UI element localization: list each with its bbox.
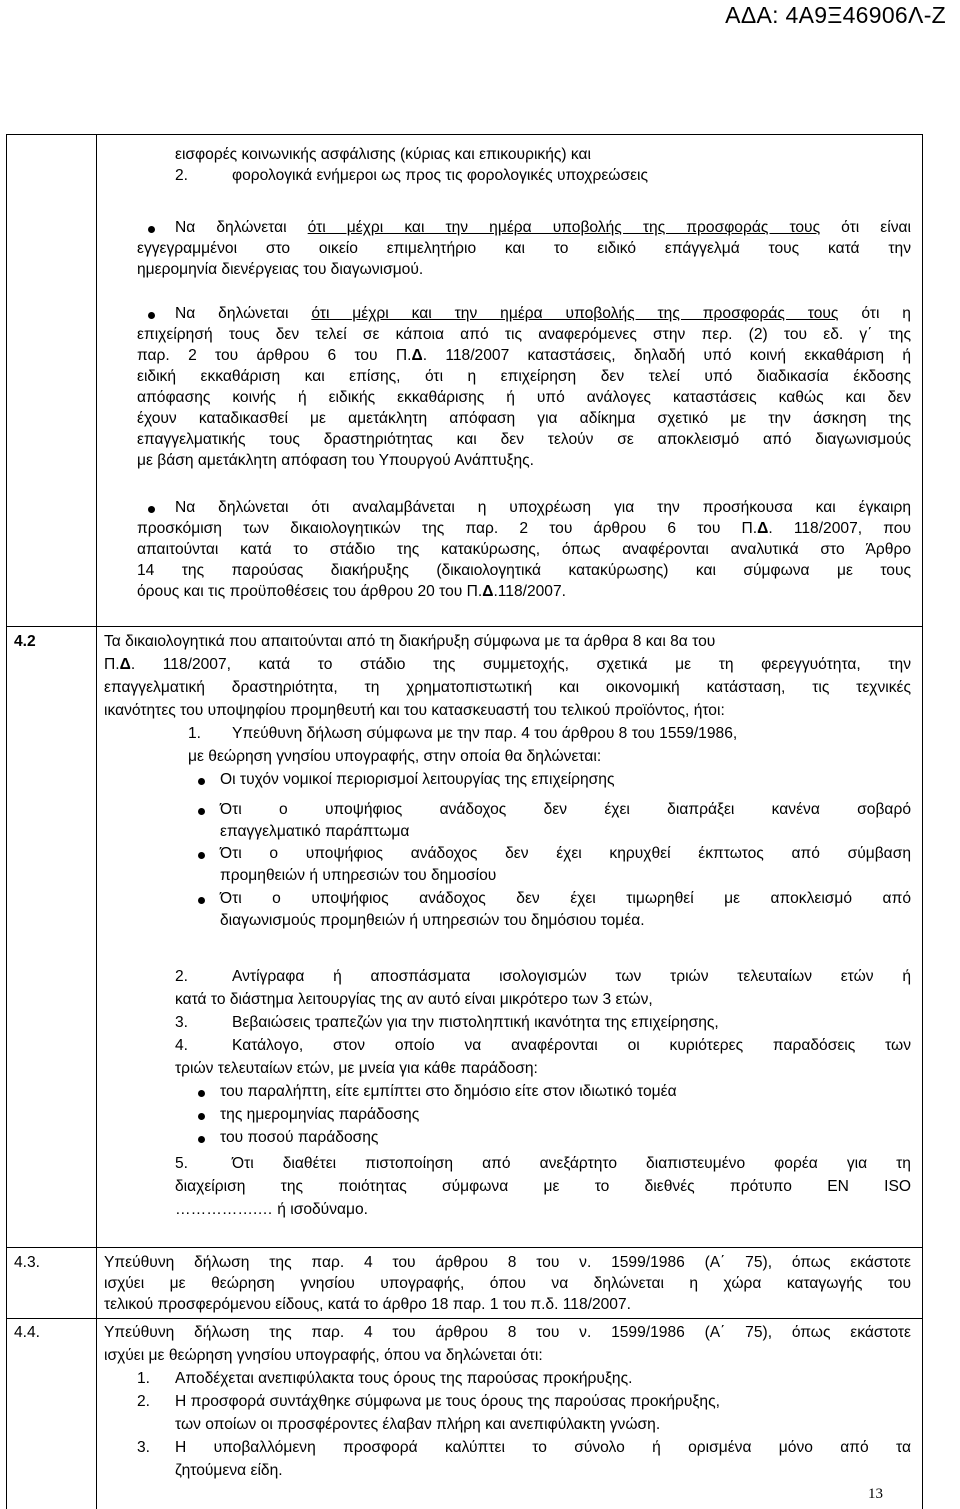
text-line: ειδική εκκαθάριση και επίσης, ότι η επιχείρηση δεν τελεί υπό διαδικασία έκδοσης	[137, 368, 911, 385]
bullet-icon	[148, 226, 155, 233]
text-line	[175, 217, 911, 238]
text-line: Η προσφορά συντάχθηκε σύμφωνα με τους όρους της παρούσας προκήρυξης,	[175, 1393, 720, 1410]
bullet-icon	[198, 1090, 205, 1097]
text-span: . 118/2007, κατά το στάδιο της συμμετοχής, σχετικά με τη φερεγγυότητα, την	[130, 656, 911, 673]
list-number: 3.	[175, 1014, 189, 1031]
text-line: με βάση αμετάκλητη απόφαση του Υπουργού Ανάπτυξης.	[137, 452, 534, 469]
text-line: διαχείριση της ποιότητας σύμφωνα με το διεθνές πρότυπο ΕΝ ISO	[175, 1178, 911, 1195]
text-line	[137, 518, 911, 539]
list-number: 4.	[175, 1037, 189, 1054]
text-line: Να δηλώνεται ότι αναλαμβάνεται η υποχρέωση για την προσήκουσα και έγκαιρη	[175, 499, 911, 516]
bold-text: Δ	[757, 520, 769, 537]
page-number: 13	[868, 1486, 883, 1502]
list-number: 5.	[175, 1155, 189, 1172]
text-line: Οι τυχόν νομικοί περιορισμοί λειτουργίας της επιχείρησης	[220, 771, 615, 788]
text-line: εγγεγραμμένοι στο οικείο επιμελητήριο και το ειδικό επάγγελμά τους κατά την	[137, 240, 911, 257]
text-span: Να δηλώνεται	[175, 219, 308, 236]
text-line: Υπεύθυνη δήλωση σύμφωνα με την παρ. 4 του άρθρου 8 του 1559/1986,	[232, 725, 738, 742]
text-line: Ότι ο υποψήφιος ανάδοχος δεν έχει διαπράξει κανένα σοβαρό	[220, 801, 911, 818]
list-number: 1.	[137, 1370, 151, 1387]
table-right-border	[922, 134, 923, 1509]
list-number: 1.	[188, 725, 202, 742]
bullet-icon	[198, 852, 205, 859]
bullet-icon	[198, 1136, 205, 1143]
text-line	[175, 303, 911, 324]
text-span: ότι είναι	[820, 219, 912, 236]
text-line: απαιτούνται κατά το στάδιο της κατακύρωσης, όπως αναφέρονται αναλυτικά στο Άρθρο	[137, 541, 911, 558]
table-left-border	[6, 134, 7, 1509]
row-divider	[6, 626, 923, 627]
list-number: 3.	[137, 1439, 151, 1456]
text-span: ότι η	[838, 305, 911, 322]
bullet-icon	[148, 506, 155, 513]
bullet-icon	[198, 1113, 205, 1120]
text-line: ημερομηνία διενέργειας του διαγωνισμού.	[137, 261, 424, 278]
text-line: Υπεύθυνη δήλωση της παρ. 4 του άρθρου 8 του ν. 1599/1986 (Α΄ 75), όπως εκάστοτε	[104, 1254, 911, 1271]
text-line: φορολογικά ενήμεροι ως προς τις φορολογικές υποχρεώσεις	[232, 167, 648, 184]
text-line: 14 της παρούσας διακήρυξης (δικαιολογητικά κατακύρωσης) και σύμφωνα με τους	[137, 562, 911, 579]
text-line: Ότι ο υποψήφιος ανάδοχος δεν έχει τιμωρηθεί με αποκλεισμό από	[220, 890, 911, 907]
text-line: ισχύει με θεώρηση γνησίου υπογραφής, όπου να δηλώνεται η χώρα καταγωγής του	[104, 1275, 911, 1292]
text-line: ικανότητες του υποψηφίου προμηθευτή και του κατασκευαστή του τελικού προϊόντος, ήτοι:	[104, 702, 725, 719]
row-divider	[6, 1247, 923, 1248]
text-line: Τα δικαιολογητικά που απαιτούνται από τη διακήρυξη σύμφωνα με τα άρθρα 8 και 8α του	[104, 633, 716, 650]
text-line: των οποίων οι προσφέροντες έλαβαν πλήρη και ανεπιφύλακτη γνώση.	[175, 1416, 661, 1433]
text-line	[137, 581, 566, 602]
list-number: 2.	[175, 968, 189, 985]
underlined-text: ότι μέχρι και την ημέρα υποβολής της προσφοράς τους	[311, 305, 839, 322]
text-line: τριών τελευταίων ετών, με μνεία για κάθε παράδοση:	[175, 1060, 538, 1077]
text-line: επαγγελματικής τους δραστηριότητας και δεν τελούν σε αποκλεισμό από διαγωνισμούς	[137, 431, 911, 448]
text-line: ζητούμενα είδη.	[175, 1462, 283, 1479]
text-line: έχουν καταδικασθεί με αμετάκλητη απόφαση για αδίκημα σχετικό με την άσκηση της	[137, 410, 911, 427]
text-line: τελικού προσφερόμενου είδους, κατά το άρθρο 18 παρ. 1 του π.δ. 118/2007.	[104, 1296, 631, 1313]
text-span: . 118/2007, που	[768, 520, 911, 537]
text-line: της ημερομηνίας παράδοσης	[220, 1106, 420, 1123]
text-line: επαγγελματικό παράπτωμα	[220, 823, 410, 840]
table-top-border	[6, 134, 923, 135]
bullet-icon	[198, 808, 205, 815]
text-line: του παραλήπτη, είτε εμπίπτει στο δημόσιο είτε στον ιδιωτικό τομέα	[220, 1083, 677, 1100]
table-column-divider	[96, 134, 97, 1509]
ada-code: ΑΔΑ: 4Α9Ξ46906Λ-Ζ	[725, 2, 946, 28]
text-line: Αποδέχεται ανεπιφύλακτα τους όρους της παρούσας προκήρυξης.	[175, 1370, 633, 1387]
section-number: 4.4.	[14, 1324, 41, 1341]
text-line: απόφασης κοινής ή ειδικής εκκαθάρισης ή υπό ανάλογες καταστάσεις καθώς και δεν	[137, 389, 911, 406]
row-divider	[6, 1318, 923, 1319]
underlined-text: ότι μέχρι και την ημέρα υποβολής της προσφοράς τους	[307, 219, 821, 236]
section-number: 4.2	[14, 633, 36, 650]
bullet-icon	[198, 897, 205, 904]
text-line: διαγωνισμούς προμηθειών ή υπηρεσιών του δημόσιου τομέα.	[220, 912, 645, 929]
text-line: …………….… ή ισοδύναμο.	[175, 1201, 369, 1218]
text-line: προμηθειών ή υπηρεσιών του δημοσίου	[220, 867, 497, 884]
bold-text: Δ	[119, 656, 131, 673]
bold-text: Δ	[482, 583, 494, 600]
text-line: Η υποβαλλόμενη προσφορά καλύπτει το σύνολο ή ορισμένα μόνο από τα	[175, 1439, 911, 1456]
text-line: κατά το διάστημα λειτουργίας της αν αυτό είναι μικρότερο των 3 ετών,	[175, 991, 653, 1008]
text-line: επαγγελματική δραστηριότητα, τη χρηματοπιστωτική και οικονομική κατάσταση, τις τεχνικές	[104, 679, 911, 696]
text-span: Να δηλώνεται	[175, 305, 312, 322]
text-span: παρ. 2 του άρθρου 6 του Π.	[137, 347, 412, 364]
text-line	[104, 654, 911, 675]
text-span: προσκόμιση των δικαιολογητικών της παρ. 2 του άρθρου 6 του Π.	[137, 520, 758, 537]
text-line: Υπεύθυνη δήλωση της παρ. 4 του άρθρου 8 του ν. 1599/1986 (Α΄ 75), όπως εκάστοτε	[104, 1324, 911, 1341]
text-line: Κατάλογο, στον οποίο να αναφέρονται οι κυριότερες παραδόσεις των	[232, 1037, 911, 1054]
text-line: του ποσού παράδοσης	[220, 1129, 379, 1146]
text-line: Ότι διαθέτει πιστοποίηση από ανεξάρτητο διαπιστευμένο φορέα για τη	[232, 1155, 911, 1172]
text-span: .118/2007.	[493, 583, 566, 600]
text-span: όρους και τις προϋποθέσεις του άρθρου 20 του Π.	[137, 583, 483, 600]
text-line: Αντίγραφα ή αποσπάσματα ισολογισμών των τριών τελευταίων ετών ή	[232, 968, 911, 985]
text-line: Ότι ο υποψήφιος ανάδοχος δεν έχει κηρυχθεί έκπτωτος από σύμβαση	[220, 845, 911, 862]
list-number: 2.	[137, 1393, 151, 1410]
bullet-icon	[198, 778, 205, 785]
text-line: Βεβαιώσεις τραπεζών για την πιστοληπτική ικανότητα της επιχείρησης,	[232, 1014, 719, 1031]
text-line: εισφορές κοινωνικής ασφάλισης (κύριας και επικουρικής) και	[175, 146, 592, 163]
bold-text: Δ	[411, 347, 423, 364]
text-span: . 118/2007 καταστάσεις, δηλαδή υπό κοινή εκκαθάριση ή	[422, 347, 911, 364]
text-line: ισχύει με θεώρηση γνησίου υπογραφής, όπου να δηλώνεται ότι:	[104, 1347, 543, 1364]
text-line: με θεώρηση γνησίου υπογραφής, στην οποία θα δηλώνεται:	[188, 748, 602, 765]
text-span: Π.	[104, 656, 120, 673]
text-line	[137, 345, 911, 366]
list-number: 2.	[175, 167, 189, 184]
section-number: 4.3.	[14, 1254, 41, 1271]
text-line: επιχείρησή τους δεν τελεί σε κάποια από τις αναφερόμενες στην περ. (2) του εδ. γ΄ της	[137, 326, 911, 343]
bullet-icon	[148, 312, 155, 319]
